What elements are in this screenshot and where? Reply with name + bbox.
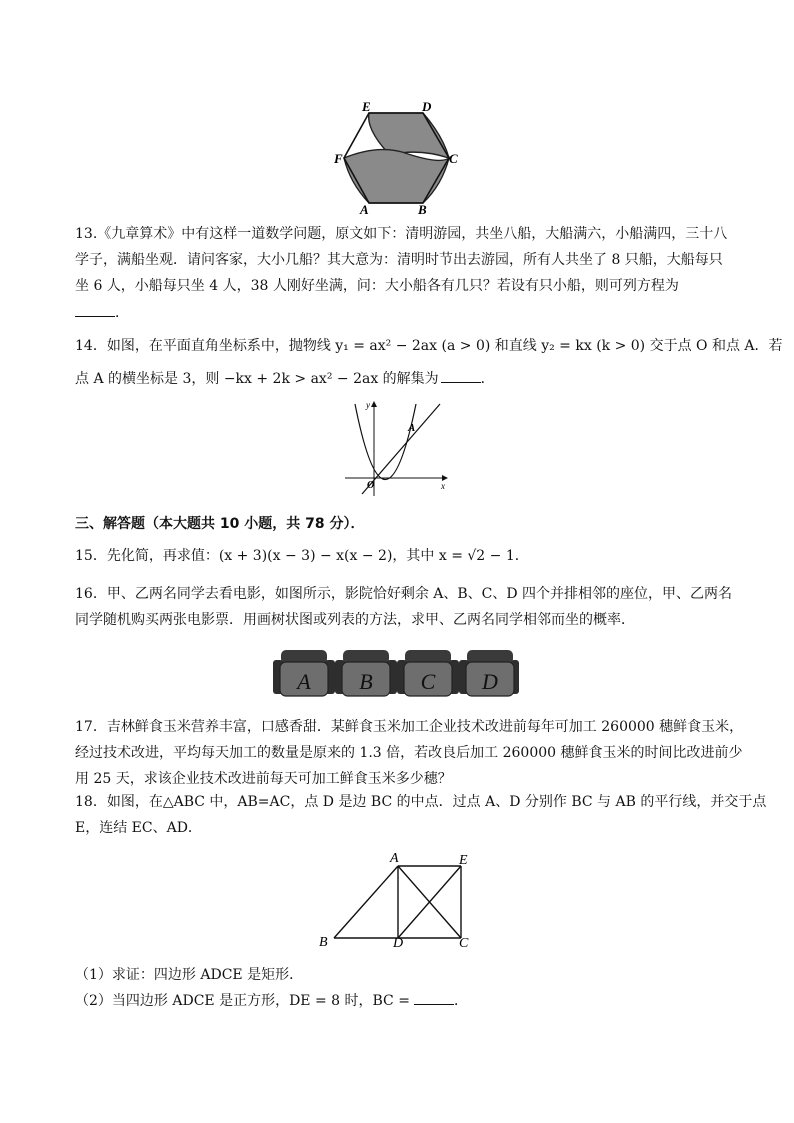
q17-line2: 经过技术改进，平均每天加工的数量是原来的 1.3 倍，若改良后加工 260000 穗鲜食玉米的时间比改进前少 xyxy=(75,745,743,761)
shaded-petal-lower xyxy=(344,150,449,203)
q15-text: 15．先化简，再求值：(x + 3)(x − 3) − x(x − 2)，其中 x = √2 − 1． xyxy=(75,548,529,564)
label-F: F xyxy=(334,151,343,166)
q18-part2-text: （2）当四边形 ADCE 是正方形，DE = 8 时，BC = xyxy=(75,993,410,1009)
svg-text:B: B xyxy=(359,669,373,694)
q18-figure xyxy=(315,846,480,948)
q18-line2: E，连结 EC、AD． xyxy=(75,820,202,836)
q16-line1: 16．甲、乙两名同学去看电影，如图所示，影院恰好剩余 A、B、C、D 四个并排相邻的座位，甲、乙两名 xyxy=(75,586,733,602)
svg-text:C: C xyxy=(420,669,436,694)
section-heading: 三、解答题（本大题共 10 小题，共 78 分）． xyxy=(75,516,365,532)
q17-line3: 用 25 天，求该企业技术改进前每天可加工鲜食玉米多少穗？ xyxy=(75,771,452,787)
q14-line2-end: ． xyxy=(480,371,495,387)
fig-label-E: E xyxy=(459,853,468,868)
q14-line2 xyxy=(75,368,495,389)
y-axis-arrow xyxy=(371,401,377,407)
axis-label-x: x xyxy=(441,481,445,491)
fig-label-B: B xyxy=(319,935,328,948)
label-B: B xyxy=(418,202,427,217)
seat-b xyxy=(335,650,397,696)
q16-line2: 同学随机购买两张电影票．用画树状图或列表的方法，求甲、乙两名同学相邻而坐的概率． xyxy=(75,612,635,628)
q13-line1: 13.《九章算术》中有这样一道数学问题，原文如下：清明游园，共坐八船，大船满六，小船满四，三十八 xyxy=(75,226,728,242)
label-D: D xyxy=(422,99,432,114)
fig-label-D: D xyxy=(393,936,404,948)
segment-BA xyxy=(334,866,398,938)
q14-graph xyxy=(340,398,455,498)
label-A: A xyxy=(360,202,369,217)
point-A-label: A xyxy=(408,422,416,434)
q13-line3: 坐 6 人，小船每只坐 4 人，38 人刚好坐满，问：大小船各有几只？若设有只小船，则可列方程为 xyxy=(75,278,679,294)
fig-label-C: C xyxy=(459,936,469,948)
seat-c xyxy=(397,650,459,696)
q14-line1: 14．如图，在平面直角坐标系中，抛物线 y₁ = ax² − 2ax (a > 0) 和直线 y₂ = kx (k > 0) 交于点 O 和点 A．若 xyxy=(75,338,783,354)
label-C: C xyxy=(449,151,458,166)
origin-label: O xyxy=(367,480,375,491)
q18-line1: 18．如图，在△ABC 中，AB=AC，点 D 是边 BC 的中点．过点 A、D 分别作 BC 与 AB 的平行线，并交于点 xyxy=(75,794,767,810)
seat-d xyxy=(459,650,519,696)
seat-a xyxy=(273,650,335,696)
q18-part1: （1）求证：四边形 ADCE 是矩形． xyxy=(75,967,304,983)
axis-label-y: y xyxy=(366,400,370,410)
label-E: E xyxy=(362,99,371,114)
q17-line1: 17．吉林鲜食玉米营养丰富，口感香甜．某鲜食玉米加工企业技术改进前每年可加工 260000 穗鲜食玉米， xyxy=(75,719,744,735)
q13-line2: 学子，满船坐观．请问客家，大小几船？其大意为：清明时节出去游园，所有人共坐了 8 只船，大船每只 xyxy=(75,252,723,268)
q14-line2-text: 点 A 的横坐标是 3，则 −kx + 2k > ax² − 2ax 的解集为 xyxy=(75,371,439,387)
q18-part2-end: ． xyxy=(453,993,468,1009)
fig-label-A: A xyxy=(390,851,399,866)
q13-line4-end: ． xyxy=(115,305,129,321)
q18-part2 xyxy=(75,990,468,1011)
seats-figure xyxy=(270,645,520,705)
q13-answer-blank[interactable] xyxy=(75,302,115,317)
svg-text:A: A xyxy=(297,669,311,694)
hexagon-figure xyxy=(330,98,464,218)
svg-text:D: D xyxy=(482,669,498,694)
q14-answer-blank[interactable] xyxy=(441,368,481,383)
q13-line4 xyxy=(75,302,129,323)
q18-answer-blank[interactable] xyxy=(414,990,454,1005)
